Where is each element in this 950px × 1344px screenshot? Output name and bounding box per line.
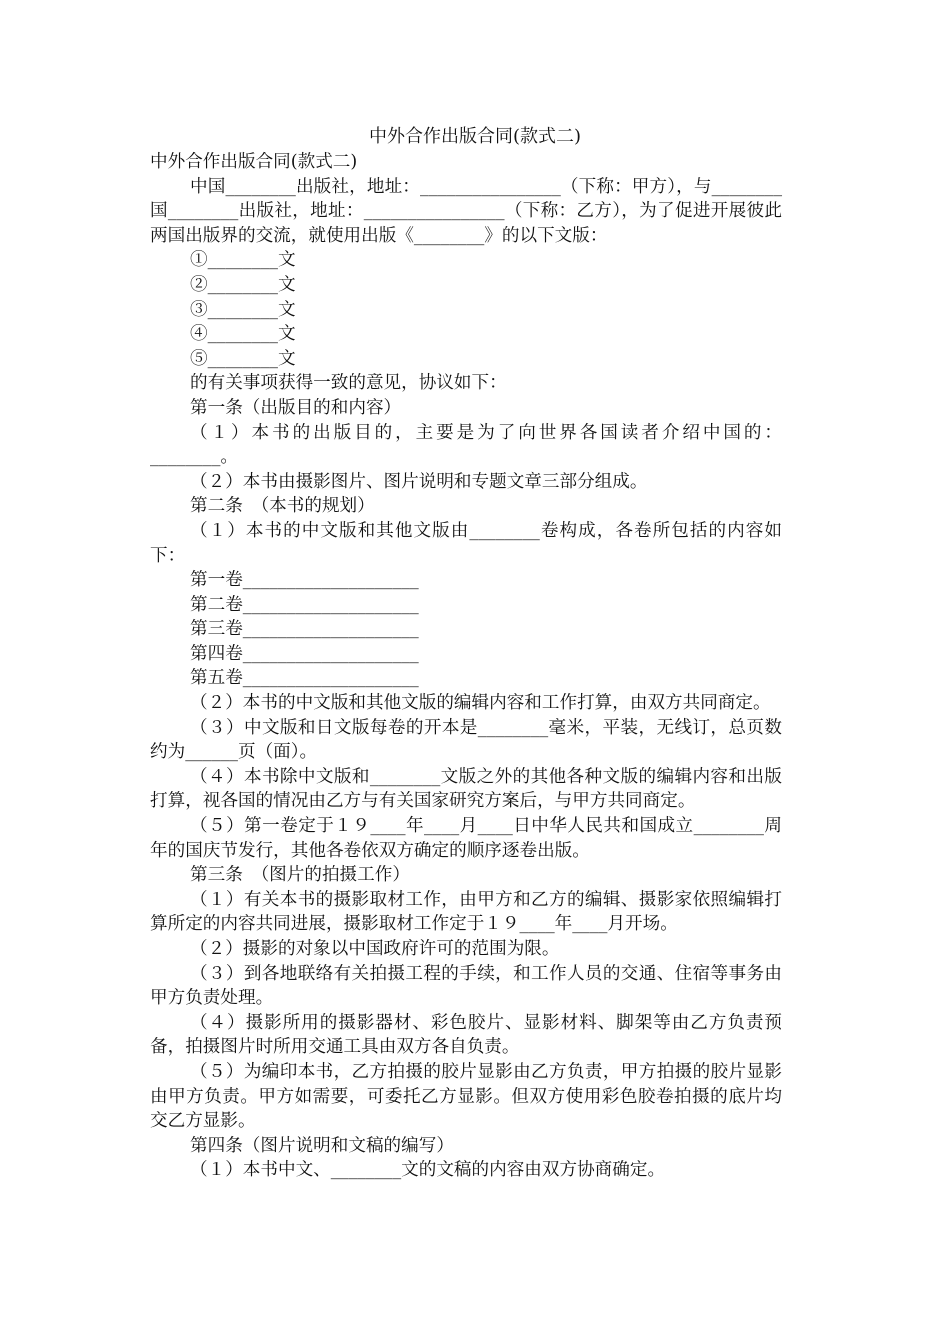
- preamble-paragraph: 中国________出版社，地址：________________（下称：甲方），与________国________出版社，地址：________________（下称：乙方），为了促进开展彼此两国出版界的交流，就使用出版《________》的以下文版：: [150, 176, 782, 246]
- article-3-heading: 第三条 （图片的拍摄工作）: [190, 865, 410, 886]
- article-2-clause-3: （３）中文版和日文版每卷的开本是________毫米，平装，无线订，总页数约为______页（面）。: [150, 717, 782, 763]
- article-3-clause-3: （３）到各地联络有关拍摄工程的手续，和工作人员的交通、住宿等事务由甲方负责处理。: [150, 963, 782, 1009]
- article-1-clause-1: （１）本书的出版目的，主要是为了向世界各国读者介绍中国的：________。: [150, 422, 782, 468]
- edition-item-3: ③________文: [190, 299, 296, 320]
- volume-3-line: 第三卷____________________: [190, 619, 419, 640]
- volume-1-line: 第一卷____________________: [190, 570, 419, 591]
- document-body: [150, 150, 782, 1183]
- volume-2-line: 第二卷____________________: [190, 594, 419, 615]
- article-1-clause-2: （２）本书由摄影图片、图片说明和专题文章三部分组成。: [190, 471, 648, 492]
- edition-item-1: ①________文: [190, 250, 296, 271]
- volume-5-line: 第五卷____________________: [190, 668, 419, 689]
- article-2-clause-2: （２）本书的中文版和其他文版的编辑内容和工作打算，由双方共同商定。: [190, 693, 771, 714]
- edition-item-5: ⑤________文: [190, 348, 296, 369]
- article-2-clause-5: （５）第一卷定于１９____年____月____日中华人民共和国成立________周年的国庆节发行，其他各卷依双方确定的顺序逐卷出版。: [150, 816, 782, 861]
- article-2-heading: 第二条 （本书的规划）: [190, 496, 375, 517]
- document-title: 中外合作出版合同(款式二): [368, 126, 582, 147]
- article-3-clause-1: （１）有关本书的摄影取材工作，由甲方和乙方的编辑、摄影家依照编辑打算所定的内容共同进展，摄影取材工作定于１９____年____月开场。: [150, 889, 782, 935]
- article-3-clause-5: （５）为编印本书，乙方拍摄的胶片显影由乙方负责，甲方拍摄的胶片显影由甲方负责。甲方如需要，可委托乙方显影。但双方使用彩色胶卷拍摄的底片均交乙方显影。: [150, 1061, 782, 1132]
- article-3-clause-2: （２）摄影的对象以中国政府许可的范围为限。: [190, 939, 560, 959]
- edition-item-4: ④________文: [190, 324, 296, 345]
- agreement-intro: 的有关事项获得一致的意见，协议如下：: [190, 373, 507, 394]
- article-2-clause-4: （４）本书除中文版和________文版之外的其他各种文版的编辑内容和出版打算，视各国的情况由乙方与有关国家研究方案后，与甲方共同商定。: [150, 766, 782, 812]
- article-4-heading: 第四条（图片说明和文稿的编写）: [190, 1135, 454, 1156]
- article-3-clause-4: （４）摄影所用的摄影器材、彩色胶片、显影材料、脚架等由乙方负责预备，拍摄图片时所用交通工具由双方各自负责。: [150, 1012, 782, 1058]
- edition-item-2: ②________文: [190, 274, 296, 295]
- document-heading: 中外合作出版合同(款式二): [150, 152, 358, 172]
- article-2-clause-1: （１）本书的中文版和其他文版由________卷构成，各卷所包括的内容如下：: [150, 520, 782, 566]
- volume-4-line: 第四卷____________________: [190, 643, 419, 664]
- article-4-clause-1: （１）本书中文、________文的文稿的内容由双方协商确定。: [190, 1160, 666, 1181]
- article-1-heading: 第一条（出版目的和内容）: [190, 397, 402, 418]
